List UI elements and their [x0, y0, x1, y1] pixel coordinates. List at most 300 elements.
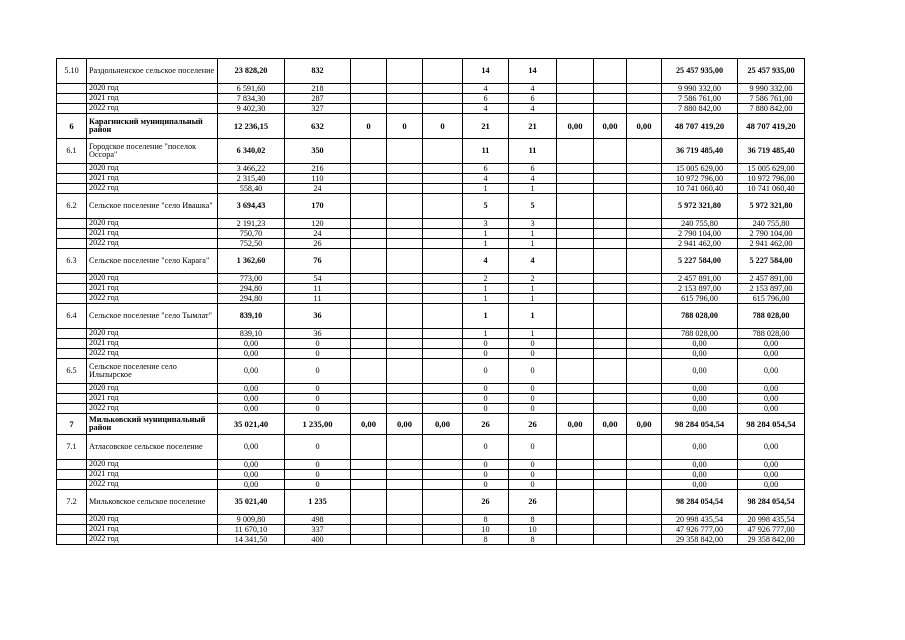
cell-area: 6 591,60: [218, 84, 285, 94]
row-name: 2020 год: [87, 384, 218, 394]
row-number: 7.2: [57, 490, 87, 515]
cell-c4: 0: [463, 349, 509, 359]
cell-people: 0: [285, 359, 351, 384]
cell-c5: 8: [509, 535, 557, 545]
program-data-table: [56, 58, 805, 545]
table-row: [57, 174, 805, 184]
row-name: 2021 год: [87, 339, 218, 349]
cell-cost-total: 10 972 796,00: [738, 174, 805, 184]
row-name: Сельское поселение "село Карага": [87, 249, 218, 274]
cell-area: 12 236,15: [218, 114, 285, 139]
cell-area: 839,10: [218, 329, 285, 339]
table-row: [57, 274, 805, 284]
cell-c7: [594, 404, 627, 414]
cell-c3: [423, 84, 463, 94]
cell-c8: [627, 229, 662, 239]
cell-c6: [557, 480, 594, 490]
cell-area: 3 466,22: [218, 164, 285, 174]
cell-c6: [557, 490, 594, 515]
table-row: [57, 460, 805, 470]
cell-c6: [557, 294, 594, 304]
cell-c4: 6: [463, 94, 509, 104]
cell-c1: [351, 490, 387, 515]
cell-area: 9 009,80: [218, 515, 285, 525]
cell-c8: [627, 304, 662, 329]
cell-c3: [423, 174, 463, 184]
cell-c2: [387, 84, 423, 94]
table-row: [57, 59, 805, 84]
cell-c5: 0: [509, 460, 557, 470]
cell-c7: [594, 304, 627, 329]
cell-c3: [423, 515, 463, 525]
cell-c4: 1: [463, 184, 509, 194]
cell-c3: [423, 239, 463, 249]
table-row: [57, 239, 805, 249]
cell-c3: [423, 274, 463, 284]
cell-c6: [557, 239, 594, 249]
cell-people: 632: [285, 114, 351, 139]
cell-c3: [423, 490, 463, 515]
cell-cost: 2 457 891,00: [662, 274, 738, 284]
cell-c8: [627, 339, 662, 349]
row-number: 6.3: [57, 249, 87, 274]
row-number: [57, 384, 87, 394]
cell-cost-total: 2 941 462,00: [738, 239, 805, 249]
cell-c3: [423, 219, 463, 229]
cell-c7: [594, 164, 627, 174]
cell-area: 9 402,30: [218, 104, 285, 114]
cell-c4: 0: [463, 435, 509, 460]
cell-people: 54: [285, 274, 351, 284]
row-number: 6: [57, 114, 87, 139]
cell-c8: [627, 174, 662, 184]
row-number: [57, 229, 87, 239]
cell-c5: 0: [509, 349, 557, 359]
cell-c1: [351, 284, 387, 294]
cell-c5: 4: [509, 104, 557, 114]
cell-c1: [351, 294, 387, 304]
cell-c5: 26: [509, 490, 557, 515]
cell-c8: [627, 515, 662, 525]
cell-people: 11: [285, 284, 351, 294]
cell-people: 76: [285, 249, 351, 274]
cell-people: 400: [285, 535, 351, 545]
row-name: 2021 год: [87, 470, 218, 480]
cell-cost: 7 880 842,00: [662, 104, 738, 114]
cell-area: 558,40: [218, 184, 285, 194]
table-row: [57, 515, 805, 525]
cell-c5: 8: [509, 515, 557, 525]
table-row: [57, 104, 805, 114]
cell-c4: 26: [463, 490, 509, 515]
cell-c7: [594, 294, 627, 304]
row-name: 2020 год: [87, 515, 218, 525]
cell-c5: 0: [509, 470, 557, 480]
cell-c4: 6: [463, 164, 509, 174]
cell-people: 1 235,00: [285, 414, 351, 435]
cell-c6: [557, 249, 594, 274]
cell-c1: [351, 339, 387, 349]
table-row: [57, 249, 805, 274]
cell-c4: 0: [463, 404, 509, 414]
cell-cost: 0,00: [662, 349, 738, 359]
cell-c1: [351, 94, 387, 104]
cell-c2: [387, 174, 423, 184]
cell-c1: [351, 139, 387, 164]
cell-c4: 0: [463, 384, 509, 394]
cell-c3: [423, 284, 463, 294]
table-row: [57, 114, 805, 139]
cell-c5: 21: [509, 114, 557, 139]
row-name: Городское поселение "поселок Оссора": [87, 139, 218, 164]
cell-c2: [387, 535, 423, 545]
row-name: Карагинский муниципальный район: [87, 114, 218, 139]
table-row: [57, 84, 805, 94]
cell-c5: 5: [509, 194, 557, 219]
cell-c2: [387, 384, 423, 394]
cell-c1: [351, 304, 387, 329]
cell-c2: [387, 164, 423, 174]
cell-c8: [627, 139, 662, 164]
cell-c6: 0,00: [557, 414, 594, 435]
cell-cost-total: 5 972 321,80: [738, 194, 805, 219]
row-name: Сельское поселение "село Тымлат": [87, 304, 218, 329]
cell-c7: [594, 460, 627, 470]
cell-cost-total: 788 028,00: [738, 329, 805, 339]
cell-c5: 0: [509, 480, 557, 490]
cell-c1: 0,00: [351, 414, 387, 435]
cell-c1: [351, 164, 387, 174]
row-number: [57, 164, 87, 174]
cell-cost: 0,00: [662, 404, 738, 414]
cell-c1: [351, 384, 387, 394]
cell-c7: [594, 194, 627, 219]
row-number: [57, 470, 87, 480]
cell-c1: [351, 239, 387, 249]
cell-c5: 0: [509, 384, 557, 394]
cell-c4: 1: [463, 294, 509, 304]
cell-c6: [557, 139, 594, 164]
cell-c7: [594, 59, 627, 84]
cell-people: 0: [285, 480, 351, 490]
cell-c8: [627, 525, 662, 535]
table-row: [57, 339, 805, 349]
cell-people: 327: [285, 104, 351, 114]
cell-c6: [557, 164, 594, 174]
cell-c4: 1: [463, 239, 509, 249]
cell-area: 6 340,02: [218, 139, 285, 164]
cell-people: 0: [285, 339, 351, 349]
row-number: [57, 394, 87, 404]
cell-c1: [351, 480, 387, 490]
cell-c2: [387, 284, 423, 294]
cell-c8: [627, 194, 662, 219]
cell-area: 294,80: [218, 294, 285, 304]
cell-cost: 0,00: [662, 394, 738, 404]
cell-c7: [594, 359, 627, 384]
cell-c6: [557, 84, 594, 94]
row-name: 2022 год: [87, 104, 218, 114]
cell-c4: 5: [463, 194, 509, 219]
cell-c8: [627, 219, 662, 229]
cell-c8: [627, 384, 662, 394]
cell-c1: [351, 394, 387, 404]
cell-cost-total: 2 790 104,00: [738, 229, 805, 239]
cell-people: 120: [285, 219, 351, 229]
cell-cost: 36 719 485,40: [662, 139, 738, 164]
cell-c5: 4: [509, 249, 557, 274]
row-name: 2021 год: [87, 94, 218, 104]
cell-cost-total: 7 586 761,00: [738, 94, 805, 104]
cell-area: 0,00: [218, 470, 285, 480]
table-row: [57, 139, 805, 164]
row-name: 2022 год: [87, 535, 218, 545]
cell-cost: 29 358 842,00: [662, 535, 738, 545]
cell-c5: 1: [509, 284, 557, 294]
cell-people: 36: [285, 329, 351, 339]
cell-people: 350: [285, 139, 351, 164]
table-row: [57, 184, 805, 194]
cell-c1: [351, 59, 387, 84]
cell-c5: 1: [509, 294, 557, 304]
cell-people: 216: [285, 164, 351, 174]
cell-c6: 0,00: [557, 114, 594, 139]
cell-cost: 48 707 419,20: [662, 114, 738, 139]
cell-c5: 1: [509, 229, 557, 239]
cell-cost: 0,00: [662, 470, 738, 480]
row-name: 2021 год: [87, 229, 218, 239]
cell-cost-total: 15 005 629,00: [738, 164, 805, 174]
cell-cost-total: 615 796,00: [738, 294, 805, 304]
cell-c5: 0: [509, 394, 557, 404]
cell-area: 0,00: [218, 435, 285, 460]
cell-area: 23 828,20: [218, 59, 285, 84]
cell-c1: [351, 249, 387, 274]
cell-c5: 0: [509, 339, 557, 349]
cell-area: 752,50: [218, 239, 285, 249]
cell-cost: 9 990 332,00: [662, 84, 738, 94]
cell-c2: [387, 239, 423, 249]
cell-cost: 615 796,00: [662, 294, 738, 304]
cell-c8: [627, 94, 662, 104]
cell-c5: 26: [509, 414, 557, 435]
cell-c3: [423, 229, 463, 239]
cell-cost-total: 0,00: [738, 359, 805, 384]
cell-c7: [594, 470, 627, 480]
cell-cost: 25 457 935,00: [662, 59, 738, 84]
table-row: [57, 194, 805, 219]
table-row: [57, 480, 805, 490]
cell-c7: [594, 339, 627, 349]
cell-c2: [387, 490, 423, 515]
cell-c7: [594, 184, 627, 194]
cell-c6: [557, 59, 594, 84]
cell-c2: [387, 274, 423, 284]
cell-c5: 4: [509, 84, 557, 94]
cell-people: 24: [285, 184, 351, 194]
cell-area: 11 670,10: [218, 525, 285, 535]
cell-c3: [423, 249, 463, 274]
cell-c3: [423, 304, 463, 329]
cell-c4: 10: [463, 525, 509, 535]
cell-c2: [387, 470, 423, 480]
cell-c5: 11: [509, 139, 557, 164]
cell-cost-total: 36 719 485,40: [738, 139, 805, 164]
row-number: [57, 294, 87, 304]
cell-c3: [423, 435, 463, 460]
cell-area: 0,00: [218, 339, 285, 349]
cell-c8: [627, 490, 662, 515]
cell-c2: [387, 329, 423, 339]
cell-c7: [594, 139, 627, 164]
cell-c1: [351, 535, 387, 545]
cell-c1: [351, 470, 387, 480]
row-number: [57, 274, 87, 284]
cell-cost: 47 926 777,00: [662, 525, 738, 535]
cell-cost: 0,00: [662, 435, 738, 460]
cell-c1: [351, 460, 387, 470]
row-number: [57, 535, 87, 545]
table-row: [57, 229, 805, 239]
cell-c6: [557, 329, 594, 339]
cell-area: 7 834,30: [218, 94, 285, 104]
row-name: 2022 год: [87, 480, 218, 490]
cell-c8: [627, 480, 662, 490]
cell-c2: [387, 339, 423, 349]
cell-cost: 5 227 584,00: [662, 249, 738, 274]
cell-people: 0: [285, 460, 351, 470]
cell-cost: 2 153 897,00: [662, 284, 738, 294]
cell-c3: [423, 359, 463, 384]
cell-area: 294,80: [218, 284, 285, 294]
cell-c5: 14: [509, 59, 557, 84]
cell-c2: [387, 515, 423, 525]
cell-c8: [627, 349, 662, 359]
cell-cost: 10 741 060,40: [662, 184, 738, 194]
cell-c2: [387, 435, 423, 460]
cell-c4: 11: [463, 139, 509, 164]
cell-area: 1 362,60: [218, 249, 285, 274]
cell-cost: 20 998 435,54: [662, 515, 738, 525]
row-number: 6.5: [57, 359, 87, 384]
cell-cost-total: 47 926 777,00: [738, 525, 805, 535]
cell-c8: [627, 404, 662, 414]
cell-c8: 0,00: [627, 414, 662, 435]
cell-c7: [594, 535, 627, 545]
cell-people: 0: [285, 435, 351, 460]
cell-cost: 7 586 761,00: [662, 94, 738, 104]
cell-area: 3 694,43: [218, 194, 285, 219]
cell-c8: [627, 394, 662, 404]
cell-c6: [557, 384, 594, 394]
cell-people: 11: [285, 294, 351, 304]
cell-c1: [351, 274, 387, 284]
cell-c3: [423, 339, 463, 349]
cell-c7: [594, 249, 627, 274]
cell-cost-total: 20 998 435,54: [738, 515, 805, 525]
cell-cost-total: 2 153 897,00: [738, 284, 805, 294]
cell-c4: 1: [463, 284, 509, 294]
cell-cost-total: 7 880 842,00: [738, 104, 805, 114]
row-name: 2021 год: [87, 525, 218, 535]
cell-area: 0,00: [218, 460, 285, 470]
cell-c3: [423, 59, 463, 84]
cell-cost-total: 0,00: [738, 404, 805, 414]
cell-area: 0,00: [218, 384, 285, 394]
cell-people: 36: [285, 304, 351, 329]
table-row: [57, 490, 805, 515]
cell-c8: [627, 470, 662, 480]
cell-c2: [387, 249, 423, 274]
cell-c1: [351, 435, 387, 460]
cell-c8: [627, 284, 662, 294]
cell-c7: [594, 435, 627, 460]
cell-people: 110: [285, 174, 351, 184]
cell-area: 35 021,40: [218, 414, 285, 435]
cell-cost-total: 0,00: [738, 460, 805, 470]
cell-c8: [627, 84, 662, 94]
cell-c7: [594, 219, 627, 229]
cell-c4: 0: [463, 359, 509, 384]
cell-c1: [351, 359, 387, 384]
cell-c4: 4: [463, 249, 509, 274]
cell-c8: [627, 460, 662, 470]
cell-people: 287: [285, 94, 351, 104]
cell-c8: [627, 294, 662, 304]
cell-cost: 10 972 796,00: [662, 174, 738, 184]
cell-c6: [557, 339, 594, 349]
cell-c7: [594, 284, 627, 294]
row-number: [57, 94, 87, 104]
cell-c2: [387, 460, 423, 470]
cell-c5: 10: [509, 525, 557, 535]
cell-cost-total: 98 284 054,54: [738, 414, 805, 435]
table-row: [57, 304, 805, 329]
row-name: 2022 год: [87, 349, 218, 359]
cell-c2: [387, 404, 423, 414]
cell-cost: 0,00: [662, 359, 738, 384]
cell-c6: [557, 359, 594, 384]
cell-c5: 1: [509, 329, 557, 339]
cell-c5: 0: [509, 359, 557, 384]
cell-c4: 8: [463, 515, 509, 525]
cell-c6: [557, 184, 594, 194]
cell-c4: 1: [463, 229, 509, 239]
cell-cost-total: 98 284 054,54: [738, 490, 805, 515]
table-row: [57, 394, 805, 404]
table-body: [57, 59, 805, 545]
row-number: [57, 184, 87, 194]
cell-area: 0,00: [218, 394, 285, 404]
cell-area: 14 341,50: [218, 535, 285, 545]
cell-cost: 0,00: [662, 384, 738, 394]
cell-people: 0: [285, 404, 351, 414]
row-number: [57, 239, 87, 249]
cell-c6: [557, 174, 594, 184]
cell-c1: [351, 525, 387, 535]
cell-c8: [627, 359, 662, 384]
cell-c8: [627, 59, 662, 84]
cell-c3: [423, 139, 463, 164]
cell-c4: 4: [463, 84, 509, 94]
cell-c3: [423, 394, 463, 404]
cell-c2: 0: [387, 114, 423, 139]
cell-cost-total: 0,00: [738, 394, 805, 404]
cell-c2: [387, 359, 423, 384]
cell-c6: [557, 525, 594, 535]
cell-c2: [387, 229, 423, 239]
table-row: [57, 164, 805, 174]
